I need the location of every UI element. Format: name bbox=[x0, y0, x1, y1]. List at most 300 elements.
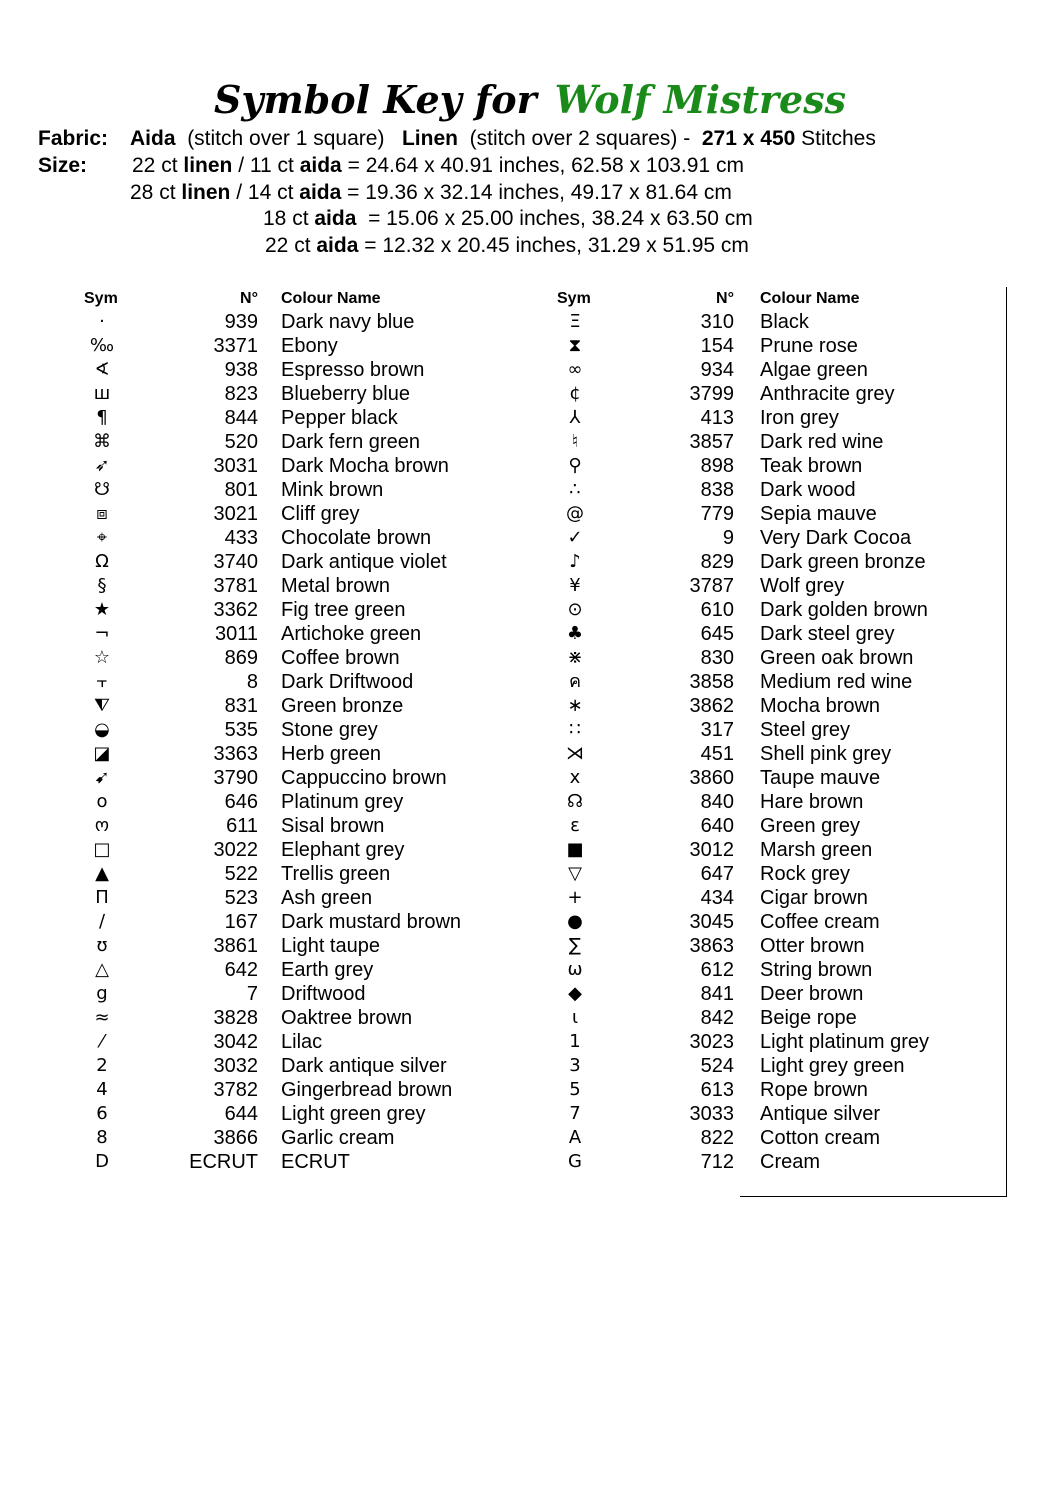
table-row bbox=[478, 838, 948, 862]
number-cell: 646 bbox=[224, 791, 258, 813]
colour-name-cell: Elephant grey bbox=[281, 839, 405, 861]
symbol-cell: ✓ bbox=[567, 527, 583, 548]
colour-name-cell: Dark Driftwood bbox=[281, 671, 414, 693]
table-row bbox=[0, 934, 470, 958]
table-row bbox=[478, 430, 948, 454]
number-cell: 3860 bbox=[689, 767, 734, 789]
symbol-cell: ➹ bbox=[94, 767, 110, 788]
header-colour-name: Colour Name bbox=[760, 290, 860, 307]
symbol-cell: ∗ bbox=[567, 695, 583, 716]
table-row bbox=[478, 862, 948, 886]
colour-name-cell: Light platinum grey bbox=[760, 1031, 929, 1053]
symbol-cell: @ bbox=[566, 503, 584, 524]
symbol-cell: □ bbox=[93, 839, 111, 860]
colour-name-cell: Steel grey bbox=[760, 719, 851, 741]
symbol-cell: ⫟ bbox=[96, 671, 108, 692]
table-row bbox=[478, 358, 948, 382]
colour-name-cell: Oaktree brown bbox=[281, 1007, 413, 1029]
table-row bbox=[0, 694, 470, 718]
number-cell: 838 bbox=[700, 479, 734, 501]
table-row bbox=[0, 598, 470, 622]
table-row bbox=[478, 694, 948, 718]
symbol-cell: ო bbox=[94, 815, 110, 836]
table-row bbox=[0, 1150, 470, 1174]
number-cell: 3363 bbox=[213, 743, 258, 765]
symbol-cell: ♮ bbox=[571, 431, 579, 452]
symbol-cell: ɩ bbox=[571, 1007, 579, 1028]
number-cell: 3012 bbox=[689, 839, 734, 861]
table-row bbox=[0, 910, 470, 934]
colour-name-cell: Platinum grey bbox=[281, 791, 404, 813]
header-number: N° bbox=[240, 290, 258, 307]
symbol-cell: ¢ bbox=[569, 383, 581, 404]
number-cell: 3790 bbox=[213, 767, 258, 789]
table-row bbox=[0, 646, 470, 670]
table-row bbox=[478, 334, 948, 358]
colour-name-cell: Marsh green bbox=[760, 839, 873, 861]
symbol-cell: Ω bbox=[95, 551, 109, 572]
table-row bbox=[0, 502, 470, 526]
colour-name-cell: Trellis green bbox=[281, 863, 391, 885]
number-cell: 3863 bbox=[689, 935, 734, 957]
colour-name-cell: Green oak brown bbox=[760, 647, 914, 669]
colour-name-cell: Beige rope bbox=[760, 1007, 857, 1029]
number-cell: 613 bbox=[700, 1079, 734, 1101]
number-cell: 801 bbox=[224, 479, 258, 501]
colour-name-cell: Very Dark Cocoa bbox=[760, 527, 912, 549]
number-cell: 644 bbox=[224, 1103, 258, 1125]
pattern-name: Wolf Mistress bbox=[554, 77, 847, 122]
symbol-cell: A bbox=[568, 1127, 582, 1148]
symbol-cell: 5 bbox=[569, 1079, 581, 1100]
number-cell: 520 bbox=[224, 431, 258, 453]
colour-name-cell: Medium red wine bbox=[760, 671, 913, 693]
symbol-cell: ▲ bbox=[95, 863, 109, 884]
symbol-cell: 3 bbox=[569, 1055, 581, 1076]
table-row bbox=[0, 406, 470, 430]
symbol-key-page: Symbol Key for Wolf Mistress Fabric: Aida (stitch over 1 square) Linen (stitch over 2 squares) - 271 x 450 Stitches Size: 22 ct linen / 11 ct aida = 24.64 x 40.91 inches, 62.58 x 103.91 cm 28 ct linen / 14 ct aida = 19.36 x 32.14 inches, 49.17 x 81.64 cm 18 ct aida = 15.06 x 25.00 inches, 38.24 x 63.50 cm 22 ct aida = 12.32 x 20.45 inches, 31.29 x 51.95 cm Sym N° Colour Name · 939 Dark navy blue ‰ 3371 Ebony ∢ 938 Espresso brown ш 823 Blueberry blue ¶ 844 Pepper black ⌘ 520 Dark fern green ➶ 3031 Dark Mocha brown ☋ 801 Mink brown ⧈ 3021 Cliff grey ⌖ 433 Chocolate brown Ω 3740 Dark antique violet § 3781 Metal brown ★ 3362 Fig tree green ¬ 3011 Artichoke green ☆ 869 Coffee brown ⫟ 8 Dark Driftwood ⧨ 831 Green bronze ◒ 535 Stone grey ◪ 3363 Herb green ➹ 3790 Cappuccino brown o 646 Platinum grey ო 611 Sisal brown □ 3022 Elephant grey ▲ 522 Trellis green Π 523 Ash green ∕ 167 Dark mustard brown ʊ 3861 Light taupe △ 642 Earth grey g 7 Driftwood ≈ 3828 Oaktree brown ⁄ 3042 Lilac 2 3032 Dark antique silver 4 3782 Gingerbread brown 6 644 Light green grey 8 3866 Garlic cream D ECRUT ECRUT Sym N° Colour Name Ξ 310 Black ⧗ 154 Prune rose ∞ 934 Algae green ¢ 3799 Anthracite grey ⅄ 413 Iron grey ♮ 3857 Dark red wine ⚲ 898 Teak brown ∴ 838 Dark wood @ 779 Sepia mauve ✓ 9 Very Dark Cocoa ♪ 829 Dark green bronze ¥ 3787 Wolf grey ⊙ 610 Dark golden brown ♣ 645 Dark steel grey ⋇ 830 Green oak brown ค 3858 Medium red wine ∗ 3862 Mocha brown ∷ 317 Steel grey ⋊ 451 Shell pink grey x 3860 Taupe mauve ☊ 840 Hare brown ɛ 640 Green grey ■ 3012 Marsh green ▽ 647 Rock grey + 434 Cigar brown ● 3045 Coffee cream ∑ 3863 Otter brown ω 612 String brown ◆ 841 Deer brown ɩ 842 Beige rope 1 3023 Light platinum grey 3 524 Light grey green 5 613 Rope brown 7 3033 Antique silver A 822 Cotton cream G 712 Cream bbox=[0, 0, 1060, 1500]
number-cell: 310 bbox=[700, 311, 734, 333]
table-row bbox=[0, 310, 470, 334]
colour-name-cell: Cotton cream bbox=[760, 1127, 881, 1149]
colour-name-cell: Rope brown bbox=[760, 1079, 868, 1101]
number-cell: 939 bbox=[224, 311, 258, 333]
number-cell: 3858 bbox=[689, 671, 734, 693]
number-cell: 524 bbox=[700, 1055, 734, 1077]
number-cell: 434 bbox=[700, 887, 734, 909]
number-cell: 840 bbox=[700, 791, 734, 813]
symbol-cell: Π bbox=[95, 887, 109, 908]
table-row bbox=[0, 862, 470, 886]
table-row bbox=[478, 646, 948, 670]
symbol-cell: x bbox=[569, 767, 581, 788]
colour-name-cell: String brown bbox=[760, 959, 873, 981]
colour-name-cell: Teak brown bbox=[760, 455, 863, 477]
symbol-cell: ▽ bbox=[568, 863, 582, 884]
number-cell: 7 bbox=[246, 983, 258, 1005]
number-cell: 433 bbox=[224, 527, 258, 549]
table-row bbox=[0, 838, 470, 862]
symbol-cell: △ bbox=[95, 959, 109, 980]
colour-name-cell: Dark red wine bbox=[760, 431, 884, 453]
number-cell: ECRUT bbox=[189, 1151, 258, 1173]
symbol-cell: ʊ bbox=[96, 935, 108, 956]
symbol-cell: ∑ bbox=[568, 935, 582, 956]
colour-name-cell: Coffee cream bbox=[760, 911, 880, 933]
table-row bbox=[0, 478, 470, 502]
colour-name-cell: Chocolate brown bbox=[281, 527, 432, 549]
number-cell: 842 bbox=[700, 1007, 734, 1029]
symbol-cell: ♣ bbox=[566, 623, 584, 644]
table-row bbox=[0, 886, 470, 910]
number-cell: 8 bbox=[246, 671, 258, 693]
colour-name-cell: Cream bbox=[760, 1151, 821, 1173]
table-row bbox=[478, 478, 948, 502]
table-row bbox=[478, 934, 948, 958]
colour-name-cell: Dark navy blue bbox=[281, 311, 415, 333]
colour-name-cell: Green bronze bbox=[281, 695, 404, 717]
colour-name-cell: Otter brown bbox=[760, 935, 865, 957]
table-row bbox=[478, 958, 948, 982]
number-cell: 831 bbox=[224, 695, 258, 717]
colour-name-cell: Driftwood bbox=[281, 983, 366, 1005]
number-cell: 898 bbox=[700, 455, 734, 477]
number-cell: 3866 bbox=[213, 1127, 258, 1149]
header-colour-name: Colour Name bbox=[281, 290, 381, 307]
symbol-cell: ∴ bbox=[569, 479, 581, 500]
number-cell: 523 bbox=[224, 887, 258, 909]
number-cell: 3021 bbox=[213, 503, 258, 525]
number-cell: 645 bbox=[700, 623, 734, 645]
number-cell: 640 bbox=[700, 815, 734, 837]
table-row bbox=[0, 526, 470, 550]
colour-name-cell: Pepper black bbox=[281, 407, 398, 429]
symbol-cell: ɛ bbox=[570, 815, 580, 836]
table-row bbox=[478, 670, 948, 694]
table-row bbox=[0, 574, 470, 598]
symbol-cell: 7 bbox=[569, 1103, 581, 1124]
symbol-cell: ⋇ bbox=[567, 647, 583, 668]
symbol-cell: + bbox=[567, 887, 583, 908]
colour-name-cell: Mink brown bbox=[281, 479, 384, 501]
table-row bbox=[0, 334, 470, 358]
colour-name-cell: Cappuccino brown bbox=[281, 767, 447, 789]
colour-name-cell: Ebony bbox=[281, 335, 338, 357]
table-row bbox=[0, 622, 470, 646]
colour-name-cell: Dark Mocha brown bbox=[281, 455, 449, 477]
symbol-cell: ∷ bbox=[569, 719, 581, 740]
table-row bbox=[478, 550, 948, 574]
colour-name-cell: Black bbox=[760, 311, 809, 333]
number-cell: 3371 bbox=[213, 335, 258, 357]
table-row bbox=[0, 454, 470, 478]
fabric-details: Aida (stitch over 1 square) Linen (stitch over 2 squares) - 271 x 450 Stitches bbox=[130, 127, 876, 150]
symbol-cell: ⌘ bbox=[93, 431, 111, 452]
colour-name-cell: Light green grey bbox=[281, 1103, 426, 1125]
number-cell: 451 bbox=[700, 743, 734, 765]
table-row bbox=[0, 550, 470, 574]
number-cell: 3045 bbox=[689, 911, 734, 933]
symbol-cell: ♪ bbox=[569, 551, 581, 572]
number-cell: 3861 bbox=[213, 935, 258, 957]
number-cell: 712 bbox=[700, 1151, 734, 1173]
symbol-cell: Ξ bbox=[569, 311, 581, 332]
symbol-cell: ⧗ bbox=[568, 335, 582, 356]
colour-name-cell: ECRUT bbox=[281, 1151, 350, 1173]
symbol-cell: · bbox=[99, 311, 105, 332]
table-row bbox=[0, 790, 470, 814]
table-row bbox=[478, 1006, 948, 1030]
symbol-cell: ☆ bbox=[93, 647, 111, 668]
colour-name-cell: Deer brown bbox=[760, 983, 864, 1005]
symbol-cell: 8 bbox=[96, 1127, 108, 1148]
number-cell: 844 bbox=[224, 407, 258, 429]
symbol-cell: ◆ bbox=[568, 983, 582, 1004]
table-row bbox=[478, 742, 948, 766]
colour-name-cell: Algae green bbox=[760, 359, 868, 381]
table-row bbox=[478, 310, 948, 334]
colour-name-cell: Dark fern green bbox=[281, 431, 420, 453]
symbol-cell: ш bbox=[93, 383, 111, 404]
fabric-label: Fabric: bbox=[38, 127, 109, 150]
colour-name-cell: Mocha brown bbox=[760, 695, 881, 717]
symbol-cell: ¶ bbox=[96, 407, 108, 428]
symbol-cell: o bbox=[96, 791, 108, 812]
colour-name-cell: Rock grey bbox=[760, 863, 851, 885]
colour-name-cell: Metal brown bbox=[281, 575, 390, 597]
table-row bbox=[0, 1006, 470, 1030]
number-cell: 535 bbox=[224, 719, 258, 741]
number-cell: 642 bbox=[224, 959, 258, 981]
table-row bbox=[478, 718, 948, 742]
number-cell: 3787 bbox=[689, 575, 734, 597]
table-header bbox=[0, 288, 470, 310]
number-cell: 830 bbox=[700, 647, 734, 669]
number-cell: 779 bbox=[700, 503, 734, 525]
header-sym: Sym bbox=[84, 290, 118, 307]
table-row bbox=[478, 454, 948, 478]
number-cell: 841 bbox=[700, 983, 734, 1005]
colour-name-cell: Artichoke green bbox=[281, 623, 422, 645]
colour-name-cell: Anthracite grey bbox=[760, 383, 895, 405]
colour-name-cell: Fig tree green bbox=[281, 599, 406, 621]
symbol-cell: ☋ bbox=[94, 479, 110, 500]
table-row bbox=[478, 1054, 948, 1078]
symbol-table-right bbox=[478, 288, 948, 1174]
symbol-cell: ⋊ bbox=[566, 743, 584, 764]
table-row bbox=[0, 814, 470, 838]
colour-name-cell: Dark antique violet bbox=[281, 551, 447, 573]
table-row bbox=[478, 886, 948, 910]
number-cell: 3022 bbox=[213, 839, 258, 861]
number-cell: 3781 bbox=[213, 575, 258, 597]
symbol-cell: ⌖ bbox=[96, 527, 108, 548]
table-row bbox=[478, 574, 948, 598]
number-cell: 3862 bbox=[689, 695, 734, 717]
colour-name-cell: Garlic cream bbox=[281, 1127, 395, 1149]
symbol-cell: ➶ bbox=[94, 455, 110, 476]
symbol-cell: ◒ bbox=[94, 719, 110, 740]
symbol-cell: ☊ bbox=[567, 791, 583, 812]
symbol-cell: ∢ bbox=[94, 359, 110, 380]
number-cell: 3011 bbox=[214, 623, 258, 645]
number-cell: 822 bbox=[700, 1127, 734, 1149]
table-row bbox=[478, 598, 948, 622]
symbol-cell: ≈ bbox=[94, 1007, 110, 1028]
colour-name-cell: Antique silver bbox=[760, 1103, 881, 1125]
colour-name-cell: Dark green bronze bbox=[760, 551, 926, 573]
table-row bbox=[0, 958, 470, 982]
title-prefix: Symbol Key for bbox=[213, 77, 537, 122]
number-cell: 934 bbox=[700, 359, 734, 381]
table-row bbox=[0, 358, 470, 382]
symbol-cell: D bbox=[95, 1151, 109, 1172]
table-row bbox=[478, 766, 948, 790]
symbol-cell: ค bbox=[568, 671, 582, 692]
symbol-cell: g bbox=[96, 983, 108, 1004]
number-cell: 3042 bbox=[213, 1031, 258, 1053]
table-row bbox=[478, 1150, 948, 1174]
colour-name-cell: Dark mustard brown bbox=[281, 911, 462, 933]
table-row bbox=[0, 1102, 470, 1126]
symbol-cell: ⧨ bbox=[93, 695, 111, 716]
symbol-cell: ⚲ bbox=[568, 455, 582, 476]
table-row bbox=[478, 406, 948, 430]
colour-name-cell: Shell pink grey bbox=[760, 743, 892, 765]
colour-name-cell: Taupe mauve bbox=[760, 767, 881, 789]
number-cell: 612 bbox=[700, 959, 734, 981]
symbol-cell: ★ bbox=[93, 599, 111, 620]
symbol-cell: ω bbox=[567, 959, 583, 980]
number-cell: 3031 bbox=[213, 455, 258, 477]
table-row bbox=[478, 1078, 948, 1102]
table-row bbox=[478, 1102, 948, 1126]
colour-name-cell: Lilac bbox=[281, 1031, 323, 1053]
table-row bbox=[0, 1054, 470, 1078]
colour-name-cell: Coffee brown bbox=[281, 647, 400, 669]
number-cell: 522 bbox=[224, 863, 258, 885]
table-row bbox=[0, 982, 470, 1006]
number-cell: 611 bbox=[226, 815, 258, 837]
number-cell: 3033 bbox=[689, 1103, 734, 1125]
number-cell: 869 bbox=[224, 647, 258, 669]
colour-name-cell: Sisal brown bbox=[281, 815, 385, 837]
number-cell: 610 bbox=[700, 599, 734, 621]
number-cell: 3828 bbox=[213, 1007, 258, 1029]
colour-name-cell: Prune rose bbox=[760, 335, 858, 357]
symbol-table-left bbox=[0, 288, 470, 1174]
colour-name-cell: Espresso brown bbox=[281, 359, 425, 381]
symbol-cell: ■ bbox=[566, 839, 584, 860]
table-row bbox=[478, 790, 948, 814]
table-border-right bbox=[1006, 287, 1007, 1197]
table-row bbox=[478, 982, 948, 1006]
table-row bbox=[478, 622, 948, 646]
table-row bbox=[0, 1078, 470, 1102]
symbol-cell: ● bbox=[567, 911, 583, 932]
table-row bbox=[0, 1126, 470, 1150]
page-title bbox=[0, 78, 1060, 122]
table-row bbox=[478, 502, 948, 526]
colour-name-cell: Dark antique silver bbox=[281, 1055, 447, 1077]
symbol-cell: ¥ bbox=[569, 575, 581, 596]
number-cell: 3857 bbox=[689, 431, 734, 453]
number-cell: 3740 bbox=[213, 551, 258, 573]
number-cell: 9 bbox=[722, 527, 734, 549]
colour-name-cell: Green grey bbox=[760, 815, 861, 837]
number-cell: 823 bbox=[224, 383, 258, 405]
size-label: Size: bbox=[38, 154, 88, 177]
colour-name-cell: Dark steel grey bbox=[760, 623, 895, 645]
table-row bbox=[0, 742, 470, 766]
symbol-cell: G bbox=[568, 1151, 582, 1172]
colour-name-cell: Stone grey bbox=[281, 719, 378, 741]
table-row bbox=[478, 1126, 948, 1150]
number-cell: 3782 bbox=[213, 1079, 258, 1101]
table-row bbox=[0, 766, 470, 790]
table-border-bottom bbox=[740, 1196, 1006, 1197]
number-cell: 829 bbox=[700, 551, 734, 573]
colour-name-cell: Dark golden brown bbox=[760, 599, 928, 621]
number-cell: 413 bbox=[700, 407, 734, 429]
table-header bbox=[478, 288, 948, 310]
symbol-cell: 1 bbox=[569, 1031, 581, 1052]
number-cell: 3362 bbox=[213, 599, 258, 621]
colour-name-cell: Light taupe bbox=[281, 935, 380, 957]
colour-name-cell: Light grey green bbox=[760, 1055, 905, 1077]
table-row bbox=[478, 526, 948, 550]
colour-name-cell: Sepia mauve bbox=[760, 503, 877, 525]
table-row bbox=[0, 430, 470, 454]
table-row bbox=[478, 382, 948, 406]
symbol-cell: ∞ bbox=[567, 359, 583, 380]
table-row bbox=[0, 718, 470, 742]
colour-name-cell: Wolf grey bbox=[760, 575, 845, 597]
symbol-cell: ∕ bbox=[98, 911, 106, 932]
colour-name-cell: Blueberry blue bbox=[281, 383, 410, 405]
colour-name-cell: Cigar brown bbox=[760, 887, 868, 909]
number-cell: 3032 bbox=[213, 1055, 258, 1077]
number-cell: 3799 bbox=[689, 383, 734, 405]
symbol-cell: 6 bbox=[96, 1103, 108, 1124]
table-row bbox=[478, 1030, 948, 1054]
number-cell: 154 bbox=[700, 335, 734, 357]
table-row bbox=[478, 910, 948, 934]
colour-name-cell: Herb green bbox=[281, 743, 382, 765]
number-cell: 647 bbox=[700, 863, 734, 885]
table-row bbox=[0, 1030, 470, 1054]
number-cell: 938 bbox=[224, 359, 258, 381]
symbol-cell: ◪ bbox=[93, 743, 111, 764]
number-cell: 167 bbox=[224, 911, 258, 933]
symbol-cell: ⅄ bbox=[569, 407, 581, 428]
colour-name-cell: Gingerbread brown bbox=[281, 1079, 453, 1101]
symbol-cell: ‰ bbox=[89, 335, 115, 356]
colour-name-cell: Ash green bbox=[281, 887, 373, 909]
symbol-cell: § bbox=[97, 575, 107, 596]
colour-name-cell: Iron grey bbox=[760, 407, 839, 429]
header-sym: Sym bbox=[557, 290, 591, 307]
colour-name-cell: Dark wood bbox=[760, 479, 856, 501]
symbol-cell: ⊙ bbox=[567, 599, 583, 620]
colour-name-cell: Hare brown bbox=[760, 791, 864, 813]
symbol-cell: 2 bbox=[96, 1055, 108, 1076]
symbol-cell: ⁄ bbox=[100, 1031, 104, 1052]
symbol-cell: ⧈ bbox=[96, 503, 108, 524]
table-row bbox=[478, 814, 948, 838]
table-row bbox=[0, 670, 470, 694]
number-cell: 3023 bbox=[689, 1031, 734, 1053]
